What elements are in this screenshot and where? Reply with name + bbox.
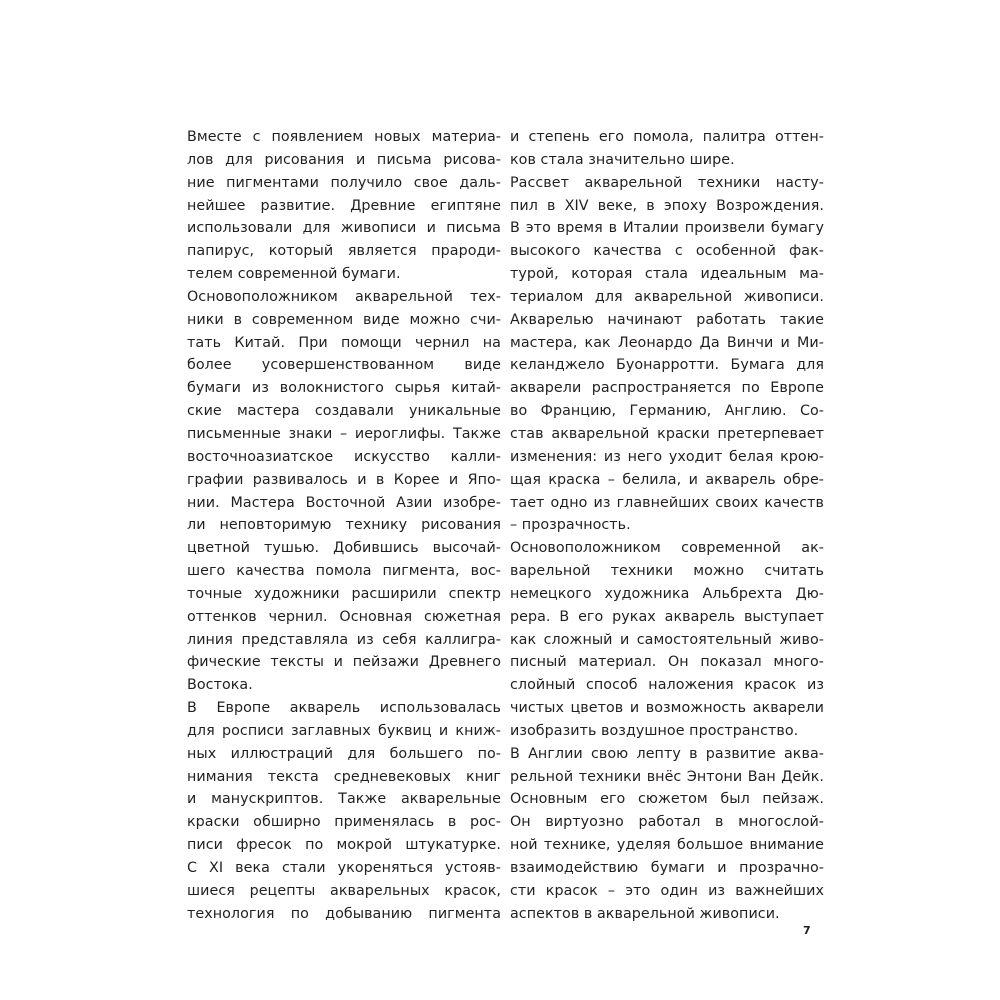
text-line: графии развивалось и в Корее и Япо- (187, 471, 501, 488)
text-line: краски обширно применялась в рос- (187, 814, 501, 831)
text-line: изобразить воздушное пространство. (510, 722, 799, 739)
text-line: лов для рисования и письма рисова- (187, 151, 501, 168)
text-line: варельной техники можно считать (510, 563, 824, 580)
text-line: и манускриптов. Также акварельные (187, 791, 501, 808)
text-line: оттенков чернил. Основная сюжетная (187, 608, 501, 625)
text-line: В Англии свою лепту в развитие аква- (510, 745, 824, 762)
text-line: ники в современном виде можно счи- (187, 311, 501, 328)
text-line: нейшее развитие. Древние египтяне (187, 197, 501, 214)
right-text-column (510, 126, 824, 926)
text-line: восточноазиатское искусство калли- (187, 448, 501, 465)
text-line: рера. В его руках акварель выступает (510, 608, 824, 625)
text-line: келанджело Буонарротти. Бумага для (510, 357, 824, 374)
text-line: ли неповторимую технику рисования (187, 517, 501, 534)
text-line: изменения: из него уходит белая крою- (510, 448, 824, 465)
text-line: взаимодействию бумаги и прозрачно- (510, 860, 824, 876)
text-line: шиеся рецепты акварельных красок, (187, 882, 501, 899)
text-line: сти красок – это один из важнейших (510, 882, 824, 899)
text-line: ские мастера создавали уникальные (187, 403, 501, 420)
text-line: Основоположником акварельной тех- (187, 288, 501, 305)
text-line: как сложный и самостоятельный живо- (510, 631, 824, 648)
text-line: технология по добыванию пигмента (187, 905, 501, 922)
text-line: пил в XIV веке, в эпоху Возрождения. (510, 197, 824, 214)
text-line: и степень его помола, палитра оттен- (510, 129, 824, 145)
text-line: телем современной бумаги. (187, 266, 401, 283)
page-number: 7 (803, 924, 811, 937)
text-line: слойный способ наложения красок из (510, 677, 824, 694)
text-line: бумаги из волокнистого сырья китай- (187, 380, 501, 397)
text-line: писный материал. Он показал много- (510, 654, 824, 671)
text-line: во Францию, Германию, Англию. Со- (510, 403, 824, 420)
text-line: тать Китай. При помощи чернил на (187, 334, 501, 351)
text-line: ной технике, уделяя большое внимание (510, 837, 824, 854)
text-line: высокого качества с особенной фак- (510, 243, 824, 260)
text-line: Рассвет акварельной техники насту- (510, 174, 824, 191)
text-line: акварели распространяется по Европе (510, 380, 824, 397)
text-line: териалом для акварельной живописи. (510, 288, 824, 305)
text-line: нимания текста средневековых книг (187, 768, 501, 785)
text-line: фические тексты и пейзажи Древнего (187, 654, 501, 671)
text-line: чистых цветов и возможность акварели (510, 700, 824, 717)
text-line: С XI века стали укореняться устояв- (187, 860, 501, 876)
text-line: Он виртуозно работал в многослой- (510, 814, 824, 831)
text-line: мастера, как Леонардо Да Винчи и Ми- (510, 334, 824, 351)
text-line: рельной техники внёс Энтони Ван Дейк. (510, 768, 824, 785)
text-line: шего качества помола пигмента, вос- (187, 563, 501, 580)
text-line: ков стала значительно шире. (510, 151, 735, 168)
text-line: Востока. (187, 677, 253, 694)
text-line: тает одно из главнейших своих качеств (510, 494, 824, 511)
text-line: став акварельной краски претерпевает (510, 425, 824, 442)
text-line: для росписи заглавных буквиц и книж- (187, 722, 501, 739)
text-line: линия представляла из себя каллигра- (187, 631, 501, 648)
text-line: ние пигментами получило свое даль- (187, 174, 501, 191)
text-line: Акварелью начинают работать такие (510, 311, 824, 328)
text-line: использовали для живописи и письма (187, 220, 501, 237)
text-line: Вместе с появлением новых материа- (187, 129, 501, 145)
text-line: более усовершенствованном виде (187, 357, 501, 374)
text-line: – прозрачность. (510, 517, 631, 534)
text-line: щая краска – белила, и акварель обре- (510, 471, 824, 488)
text-line: аспектов в акварельной живописи. (510, 905, 780, 922)
text-line: немецкого художника Альбрехта Дю- (510, 585, 824, 602)
left-text-column (187, 126, 501, 926)
text-line: письменные знаки – иероглифы. Также (187, 425, 501, 442)
text-line: В это время в Италии произвели бумагу (510, 220, 824, 237)
text-line: Основным его сюжетом был пейзаж. (510, 791, 824, 808)
text-line: точные художники расширили спектр (187, 585, 501, 602)
text-line: турой, которая стала идеальным ма- (510, 266, 824, 283)
text-line: В Европе акварель использовалась (187, 700, 501, 717)
text-line: писи фресок по мокрой штукатурке. (187, 837, 501, 854)
text-line: Основоположником современной ак- (510, 540, 824, 557)
text-line: цветной тушью. Добившись высочай- (187, 540, 501, 557)
text-line: ных иллюстраций для большего по- (187, 745, 501, 762)
text-line: папирус, который является прароди- (187, 243, 501, 260)
text-line: нии. Мастера Восточной Азии изобре- (187, 494, 501, 511)
